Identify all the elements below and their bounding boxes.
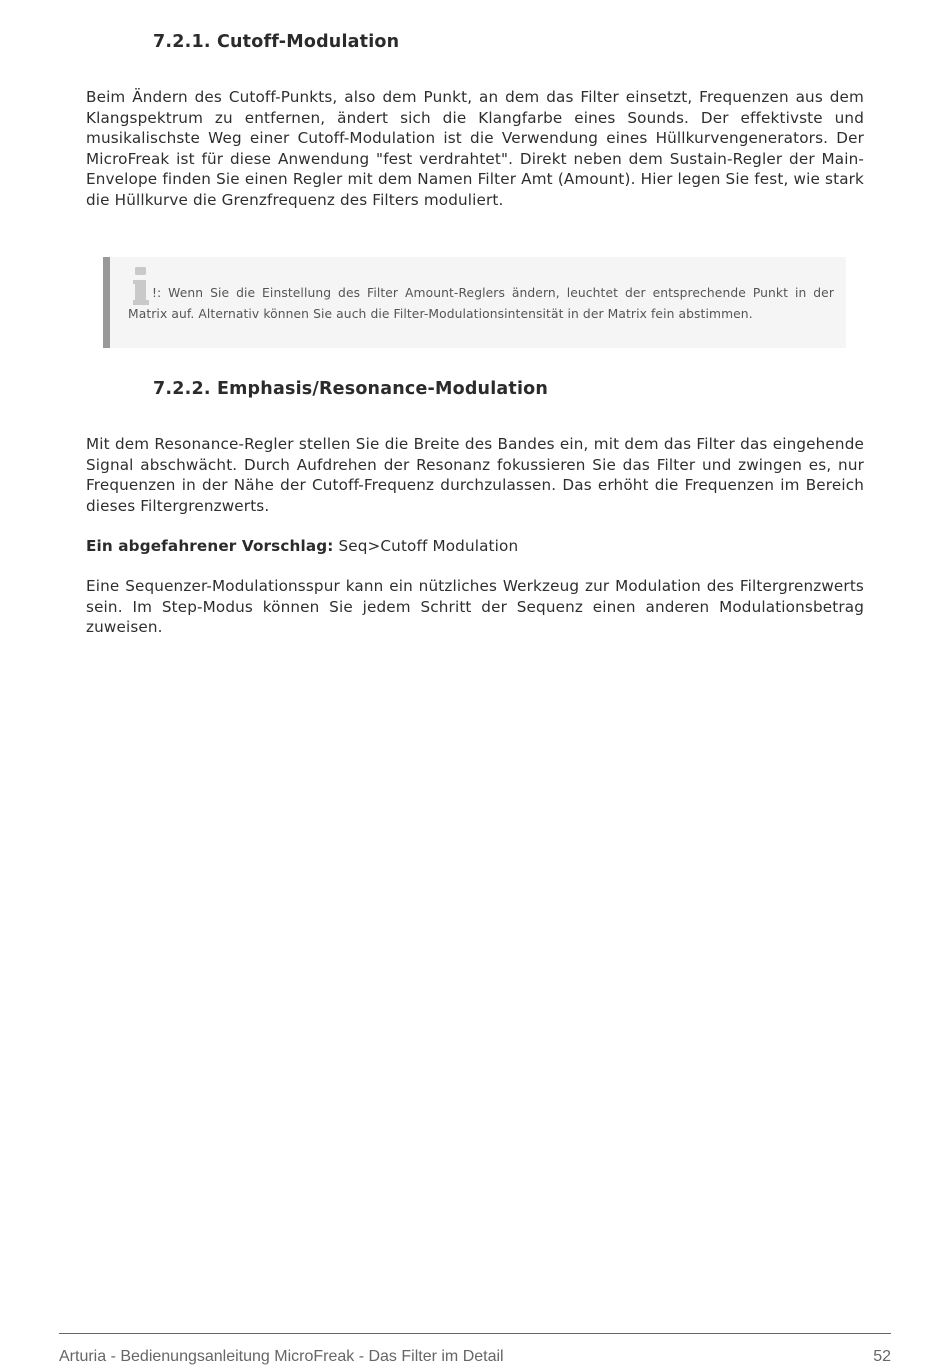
heading-cutoff-modulation: 7.2.1. Cutoff-Modulation bbox=[153, 32, 400, 52]
paragraph-cutoff-modulation: Beim Ändern des Cutoff-Punkts, also dem Punkt, an dem das Filter einsetzt, Frequenzen aus dem Klangspektrum zu entfernen, ändert sich die Klangfarbe eines Sounds. Der effektivste und musikalischste Weg einer Cutoff-Modulation ist die Verwendung eines Hüllkurvengenerators. Der MicroFreak ist für diese Anwendung "fest verdrahtet". Direkt neben dem Sustain-Regler der Main-Envelope finden Sie einen Regler mit dem Namen Filter Amt (Amount). Hier legen Sie fest, wie stark die Hüllkurve die Grenzfrequenz des Filters moduliert. bbox=[86, 88, 864, 209]
heading-resonance-modulation: 7.2.2. Emphasis/Resonance-Modulation bbox=[153, 379, 549, 399]
info-note-box bbox=[103, 257, 846, 348]
suggestion-text: Seq>Cutoff Modulation bbox=[333, 537, 519, 555]
footer-title: Arturia - Bedienungsanleitung MicroFreak - Das Filter im Detail bbox=[59, 1348, 504, 1365]
paragraph-resonance-modulation: Mit dem Resonance-Regler stellen Sie die Breite des Bandes ein, mit dem das Filter das eingehende Signal abschwächt. Durch Aufdrehen der Resonanz fokussieren Sie das Filter und zwingen es, nur Frequenzen in der Nähe der Cutoff-Frequenz durchzulassen. Das erhöht die Frequenzen im Bereich dieses Filtergrenzwerts. bbox=[86, 435, 864, 515]
footer-divider bbox=[59, 1333, 891, 1334]
suggestion-label: Ein abgefahrener Vorschlag: bbox=[86, 537, 334, 555]
suggestion-line bbox=[86, 536, 864, 557]
page-number: 52 bbox=[873, 1348, 891, 1365]
paragraph-seq-modulation: Eine Sequenzer-Modulationsspur kann ein nützliches Werkzeug zur Modulation des Filtergrenzwerts sein. Im Step-Modus können Sie jedem Schritt der Sequenz einen anderen Modulationsbetrag zuweisen. bbox=[86, 577, 864, 637]
info-note-text: !: Wenn Sie die Einstellung des Filter Amount-Reglers ändern, leuchtet der entsprechende Punkt in der Matrix auf. Alternativ können Sie auch die Filter-Modulationsintensität in der Matrix fein abstimmen. bbox=[128, 286, 834, 321]
